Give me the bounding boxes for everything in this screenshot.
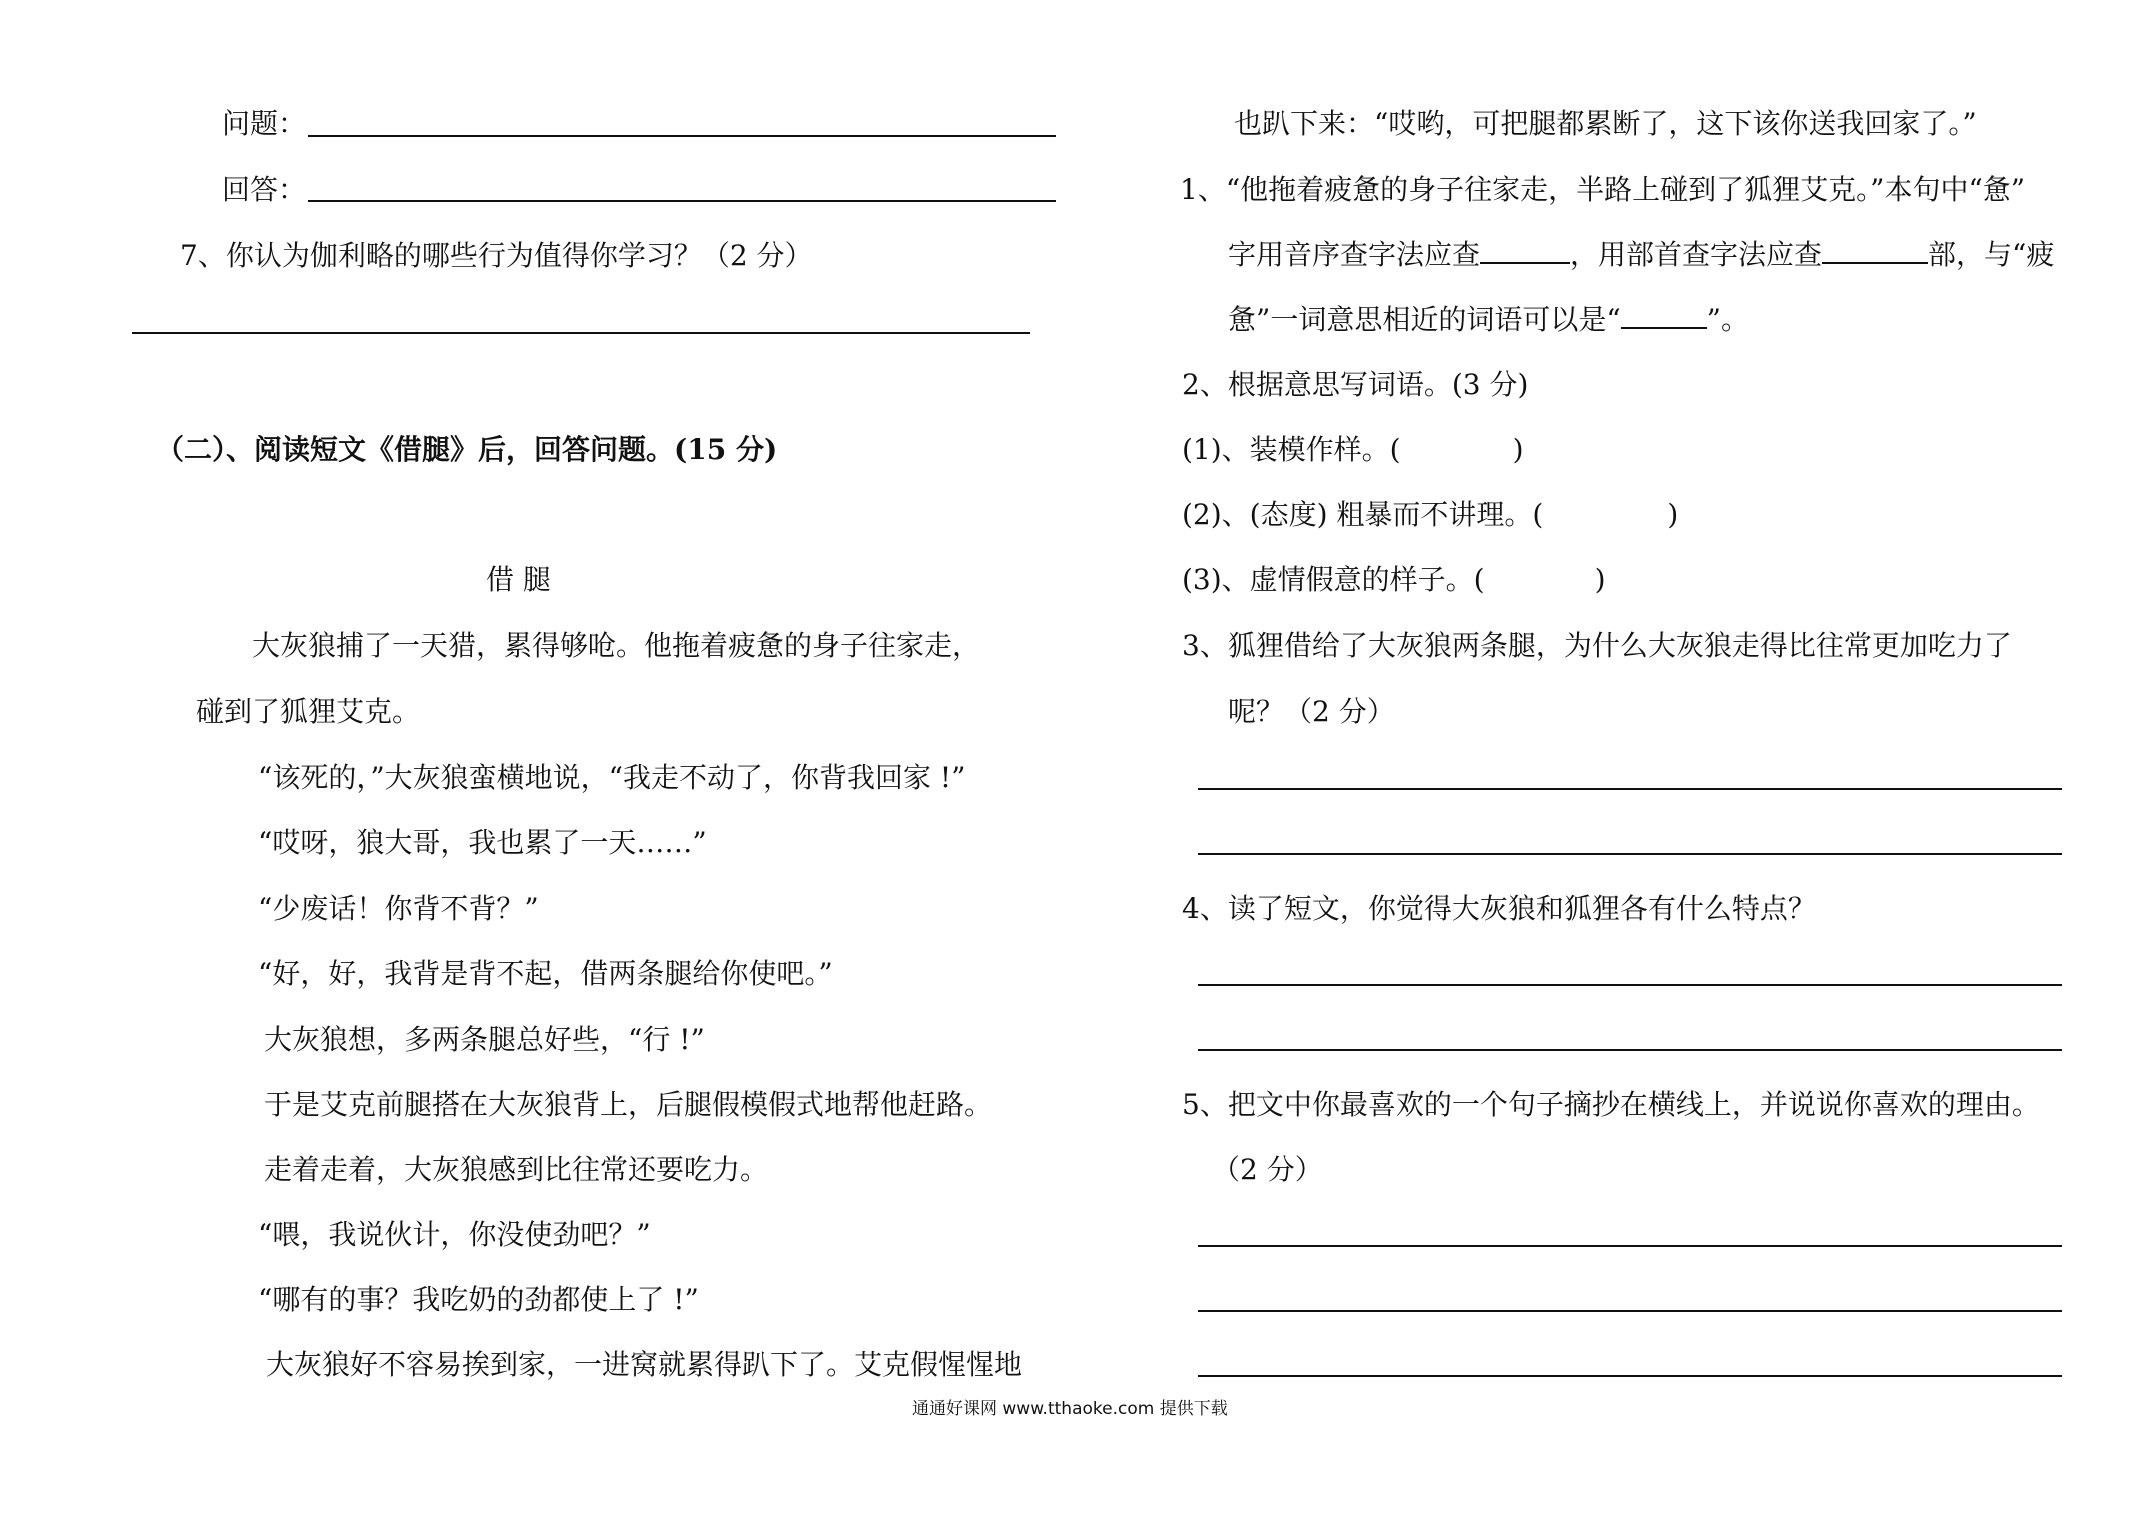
q1-line-2 xyxy=(1228,236,2054,273)
q6-answer-line xyxy=(308,200,1056,202)
q1-line-3-part-a: 惫”一词意思相近的词语可以是“ xyxy=(1228,303,1621,336)
story-line-6: “好，好，我背是背不起，借两条腿给你使吧。” xyxy=(258,957,833,990)
page-footer: 通通好课网 www.tthaoke.com 提供下载 xyxy=(912,1399,1228,1419)
q2-item-2 xyxy=(1182,497,1678,533)
q7-answer-line xyxy=(132,332,1030,334)
q1-blank-synonym[interactable] xyxy=(1621,301,1707,329)
q1-blank-bushou[interactable] xyxy=(1822,236,1928,264)
q2-item-1-close: ) xyxy=(1512,433,1524,466)
story-line-9: 走着走着，大灰狼感到比往常还要吃力。 xyxy=(264,1153,769,1186)
story-end-line: 也趴下来：“哎哟，可把腿都累断了，这下该你送我回家了。” xyxy=(1234,107,1977,140)
q2-item-3-text: (3)、虚情假意的样子。( xyxy=(1182,563,1485,596)
story-line-4: “哎呀，狼大哥，我也累了一天……” xyxy=(258,826,707,859)
story-line-7: 大灰狼想，多两条腿总好些，“行 !” xyxy=(264,1023,705,1056)
q1-line-2-part-c: 部，与“疲 xyxy=(1928,238,2055,271)
q1-line-3 xyxy=(1228,301,1749,338)
q5-answer-line-3[interactable] xyxy=(1198,1375,2062,1377)
q5-answer-line-2[interactable] xyxy=(1198,1310,2062,1312)
q4-answer-line-1[interactable] xyxy=(1198,984,2062,986)
q1-blank-yinxu[interactable] xyxy=(1480,236,1570,264)
q2-item-3-close: ) xyxy=(1594,563,1606,596)
story-line-12: 大灰狼好不容易挨到家，一进窝就累得趴下了。艾克假惺惺地 xyxy=(266,1348,1023,1381)
q1-line-1: 1、“他拖着疲惫的身子往家走，半路上碰到了狐狸艾克。”本句中“惫” xyxy=(1180,173,2026,206)
q2-question: 2、根据意思写词语。(3 分) xyxy=(1182,368,1529,401)
story-line-10: “喂，我说伙计，你没使劲吧？” xyxy=(258,1218,651,1251)
q5-answer-line-1[interactable] xyxy=(1198,1245,2062,1247)
q5-line-1: 5、把文中你最喜欢的一个句子摘抄在横线上，并说说你喜欢的理由。 xyxy=(1182,1088,2040,1121)
q6-question-answer-line xyxy=(308,135,1056,137)
q1-line-2-part-a: 字用音序查字法应查 xyxy=(1228,238,1481,271)
q2-item-3 xyxy=(1182,562,1606,598)
section2-title: （二）、阅读短文《借腿》后，回答问题。(15 分) xyxy=(156,433,778,466)
q2-item-1-text: (1)、装模作样。( xyxy=(1182,433,1401,466)
q6-question-label: 问题： xyxy=(222,107,307,140)
story-title: 借 腿 xyxy=(486,563,551,596)
story-line-8: 于是艾克前腿搭在大灰狼背上，后腿假模假式地帮他赶路。 xyxy=(264,1088,993,1121)
story-line-11: “哪有的事？我吃奶的劲都使上了 !” xyxy=(258,1283,699,1316)
q3-line-2: 呢？（2 分） xyxy=(1228,695,1395,728)
q4-question: 4、读了短文，你觉得大灰狼和狐狸各有什么特点？ xyxy=(1182,892,1816,925)
q4-answer-line-2[interactable] xyxy=(1198,1049,2062,1051)
q1-line-3-part-b: ”。 xyxy=(1706,303,1749,336)
story-line-1: 大灰狼捕了一天猎，累得够呛。他拖着疲惫的身子往家走， xyxy=(252,629,981,662)
q7-question: 7、你认为伽利略的哪些行为值得你学习？（2 分） xyxy=(180,239,813,272)
story-line-5: “少废话！你背不背？” xyxy=(258,892,539,925)
q5-line-2: （2 分） xyxy=(1212,1153,1323,1186)
q1-line-2-part-b: ，用部首查字法应查 xyxy=(1570,238,1823,271)
q6-answer-label: 回答： xyxy=(222,173,307,206)
q3-line-1: 3、狐狸借给了大灰狼两条腿，为什么大灰狼走得比往常更加吃力了 xyxy=(1182,629,2012,662)
story-line-2: 碰到了狐狸艾克。 xyxy=(196,695,421,728)
q2-item-2-text: (2)、(态度) 粗暴而不讲理。( xyxy=(1182,498,1544,531)
q2-item-2-close: ) xyxy=(1667,498,1679,531)
q2-item-1 xyxy=(1182,432,1524,468)
q3-answer-line-1[interactable] xyxy=(1198,788,2062,790)
story-line-3: “该死的，”大灰狼蛮横地说，“我走不动了，你背我回家 !” xyxy=(258,761,966,794)
q3-answer-line-2[interactable] xyxy=(1198,853,2062,855)
